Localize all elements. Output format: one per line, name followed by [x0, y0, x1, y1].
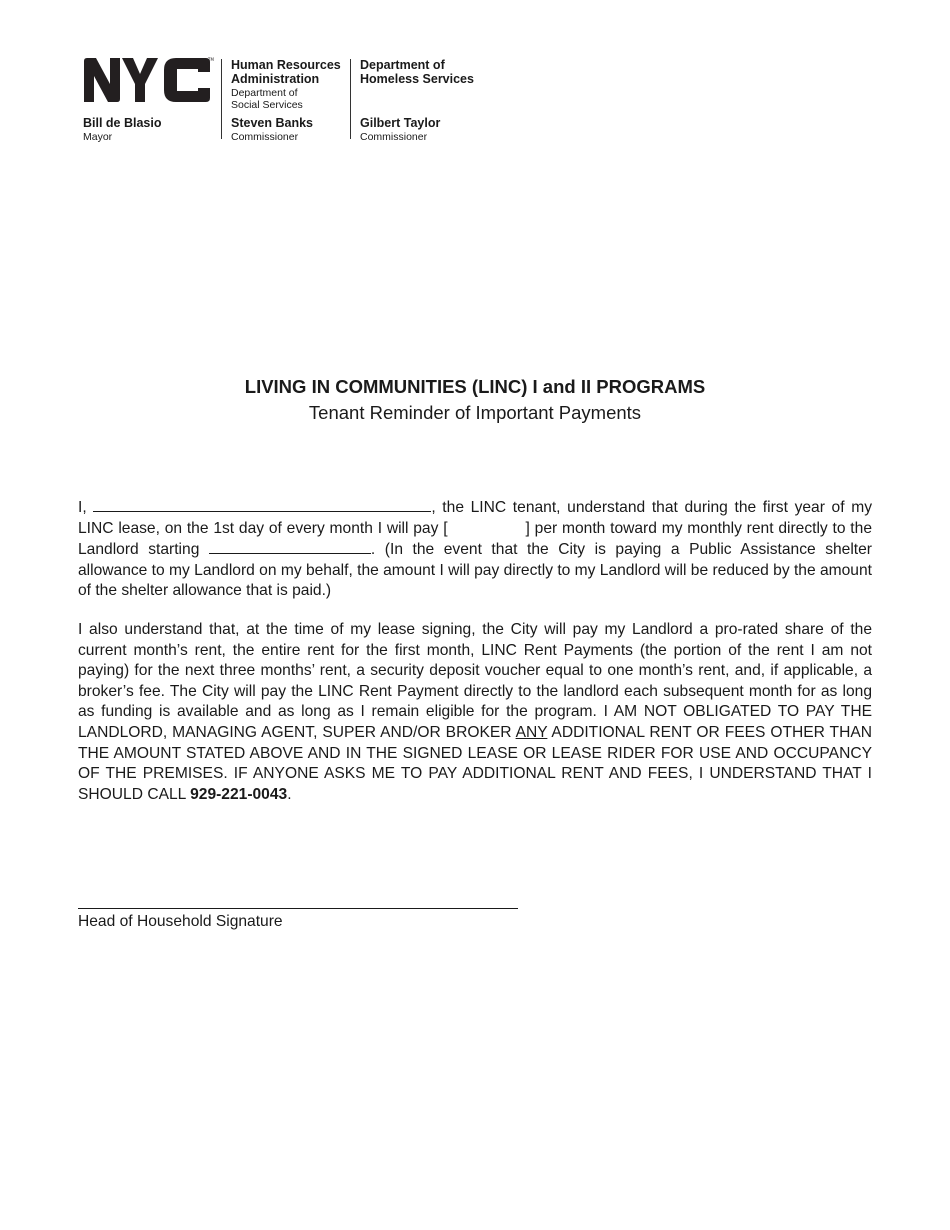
tenant-agreement-paragraph: [78, 497, 872, 602]
dhs-commissioner-title: Commissioner: [360, 131, 428, 143]
p2-text-a: I also understand that, at the time of my lease signing, the City will pay my Landlord a pro-rated share of the current month’s rent, the entire rent for the first month, LINC Rent Payments (the portion of the rent I am not paying) for the next three months’ rent, a security deposit voucher equal to one month’s rent, and, if applicable, a broker’s fee. The City will pay the LINC Rent Payment directly to the landlord each subsequent month for as long as funding is available and as long as I remain eligible for the program. I AM NOT OBLIGATED TO PAY THE LANDLORD, MANAGING AGENT, SUPER AND/OR BROKER: [78, 621, 872, 741]
dhs-name-line1: Department of: [360, 58, 445, 72]
hra-name-line2: Administration: [231, 72, 320, 86]
svg-text:TM: TM: [208, 57, 214, 62]
signature-label: Head of Household Signature: [78, 913, 283, 930]
city-payments-paragraph: [78, 620, 872, 805]
p1-text-b: , the LINC tenant, understand that during the first year of my LINC lease, on the 1st day of every month I will pay [: [78, 499, 872, 537]
mayor-title: Mayor: [83, 131, 113, 143]
hra-sub-line2: Social Services: [231, 99, 303, 111]
start-date-blank[interactable]: [209, 539, 371, 554]
document-subtitle: Tenant Reminder of Important Payments: [308, 402, 642, 423]
letterhead-divider: [350, 59, 351, 139]
document-title: LIVING IN COMMUNITIES (LINC) I and II PROGRAMS: [244, 376, 706, 397]
nyc-logo-icon: [82, 56, 212, 104]
hra-sub-line1: Department of: [231, 87, 298, 99]
p1-text-c: ] per month toward my monthly rent directly to the Landlord starting: [78, 519, 872, 559]
hra-name-line1: Human Resources: [231, 58, 341, 72]
nyc-logo: [82, 56, 212, 104]
p1-text-a: I,: [78, 499, 94, 516]
p2-text-end: .: [287, 785, 292, 803]
p2-text-b: ADDITIONAL RENT OR FEES OTHER THAN THE AMOUNT STATED ABOVE AND IN THE SIGNED LEASE OR LEASE RIDER FOR USE AND OCCUPANCY OF THE PREMISES. IF ANYONE ASKS ME TO PAY ADDITIONAL RENT AND FEES, I UNDERSTAND THAT I SHOULD CALL: [78, 723, 872, 803]
hra-subtitle: [231, 87, 303, 111]
hotline-phone-number: 929-221-0043: [190, 785, 288, 803]
dhs-name: [360, 58, 474, 86]
hra-commissioner-title: Commissioner: [231, 131, 299, 143]
p2-underlined-any: ANY: [515, 723, 548, 741]
hra-commissioner-name: Steven Banks: [231, 116, 313, 130]
dhs-commissioner-name: Gilbert Taylor: [360, 116, 441, 130]
hra-name: [231, 58, 341, 86]
dhs-name-line2: Homeless Services: [360, 72, 474, 86]
mayor-name: Bill de Blasio: [83, 116, 162, 130]
p1-text-d: . (In the event that the City is paying a Public Assistance shelter allowance to my Landlord on my behalf, the amount I will pay directly to my Landlord will be reduced by the amount of the shelter allowance that is paid.): [78, 541, 873, 600]
tenant-name-blank[interactable]: [93, 497, 431, 512]
letterhead: [82, 56, 502, 146]
signature-line[interactable]: [78, 908, 518, 909]
letterhead-divider: [221, 59, 222, 139]
